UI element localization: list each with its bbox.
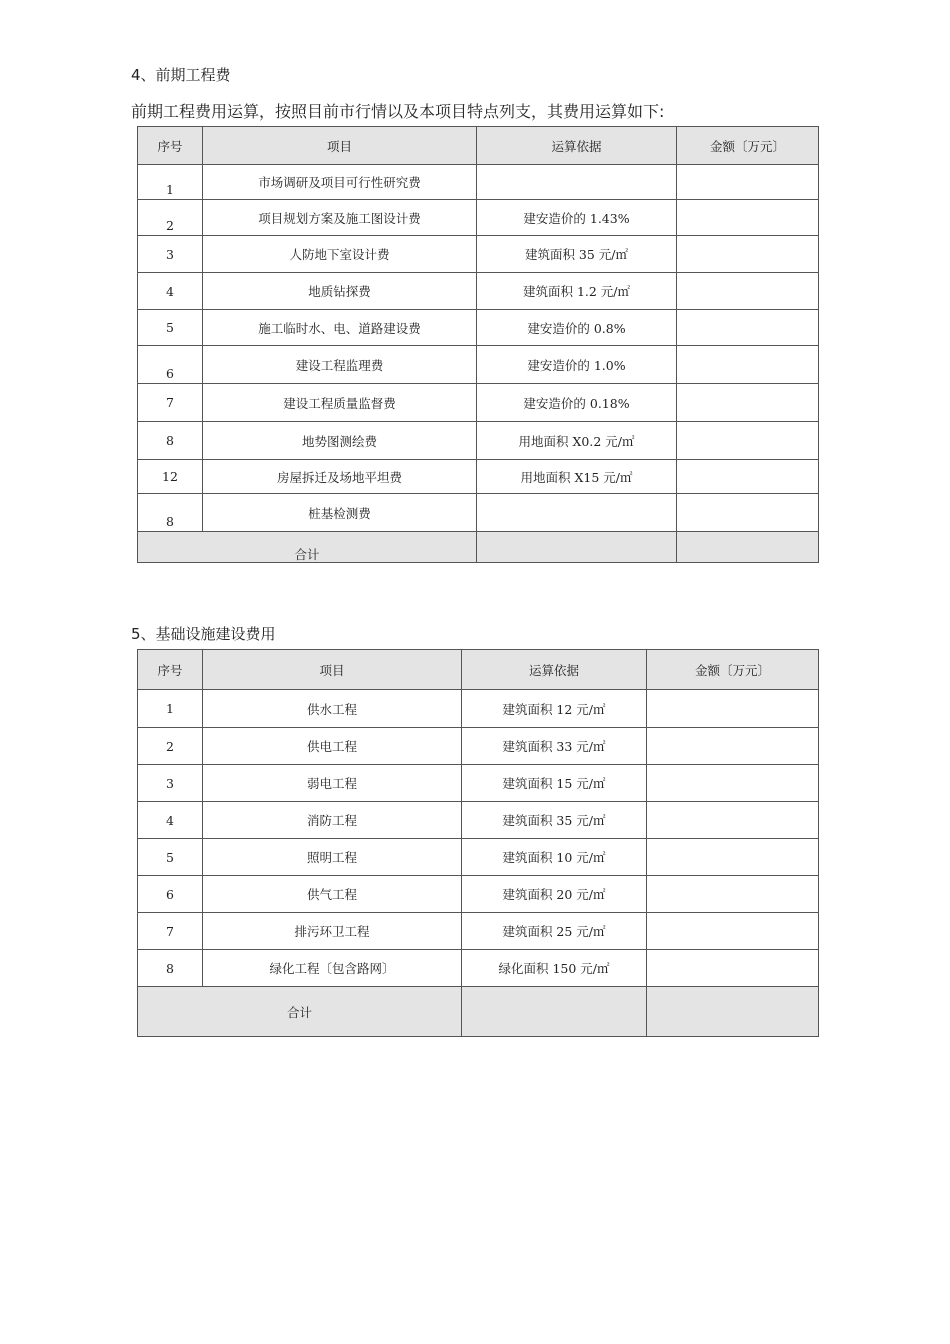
row-no: 7 — [138, 384, 203, 422]
row-no: 2 — [138, 728, 203, 765]
table-row — [138, 802, 819, 839]
section5-heading: 5、基础设施建设费用 — [131, 625, 276, 643]
table-row — [138, 728, 819, 765]
row-item: 供电工程 — [203, 728, 462, 765]
table-row — [138, 384, 819, 422]
row-amount — [647, 802, 819, 839]
row-amount — [677, 200, 819, 236]
table-row — [138, 839, 819, 876]
row-item: 人防地下室设计费 — [203, 236, 477, 273]
row-basis: 用地面积 X0.2 元/㎡ — [477, 422, 677, 460]
row-no: 1 — [138, 690, 203, 728]
total-row — [138, 987, 819, 1037]
row-basis: 建筑面积 35 元/㎡ — [462, 802, 647, 839]
total-basis — [462, 987, 647, 1037]
table-header-row — [138, 127, 819, 165]
row-item: 市场调研及项目可行性研究费 — [203, 165, 477, 200]
row-amount — [647, 690, 819, 728]
row-amount — [677, 346, 819, 384]
row-no: 3 — [138, 765, 203, 802]
row-item: 施工临时水、电、道路建设费 — [203, 310, 477, 346]
row-no: 4 — [138, 802, 203, 839]
col-header-amount: 金额〔万元〕 — [677, 127, 819, 165]
row-no: 8 — [138, 422, 203, 460]
row-item: 地质钻探费 — [203, 273, 477, 310]
row-amount — [677, 310, 819, 346]
infrastructure-cost-table — [137, 649, 819, 1037]
row-amount — [677, 422, 819, 460]
col-header-item: 项目 — [203, 650, 462, 690]
row-amount — [677, 273, 819, 310]
row-item: 房屋拆迁及场地平坦费 — [203, 460, 477, 494]
row-no: 12 — [138, 460, 203, 494]
row-item: 供水工程 — [203, 690, 462, 728]
col-header-no: 序号 — [138, 650, 203, 690]
row-basis: 绿化面积 150 元/㎡ — [462, 950, 647, 987]
row-amount — [647, 950, 819, 987]
row-item: 排污环卫工程 — [203, 913, 462, 950]
table-row — [138, 950, 819, 987]
row-no: 6 — [138, 346, 203, 384]
total-row — [138, 532, 819, 563]
table-row — [138, 236, 819, 273]
table-row — [138, 765, 819, 802]
row-no: 3 — [138, 236, 203, 273]
row-basis: 建筑面积 12 元/㎡ — [462, 690, 647, 728]
row-amount — [647, 839, 819, 876]
row-basis: 建筑面积 20 元/㎡ — [462, 876, 647, 913]
table-row — [138, 913, 819, 950]
row-item: 项目规划方案及施工图设计费 — [203, 200, 477, 236]
table-row — [138, 422, 819, 460]
col-header-item: 项目 — [203, 127, 477, 165]
col-header-no: 序号 — [138, 127, 203, 165]
row-item: 建设工程质量监督费 — [203, 384, 477, 422]
section4-intro: 前期工程费用运算，按照目前市行情以及本项目特点列支，其费用运算如下: — [131, 102, 665, 121]
col-header-amount: 金额〔万元〕 — [647, 650, 819, 690]
row-no: 5 — [138, 310, 203, 346]
row-no: 4 — [138, 273, 203, 310]
row-no: 5 — [138, 839, 203, 876]
row-basis — [477, 494, 677, 532]
table-row — [138, 310, 819, 346]
row-basis: 建筑面积 1.2 元/㎡ — [477, 273, 677, 310]
row-item: 建设工程监理费 — [203, 346, 477, 384]
total-label: 合计 — [138, 532, 477, 563]
table-header-row — [138, 650, 819, 690]
total-amount — [647, 987, 819, 1037]
preliminary-cost-table — [137, 126, 819, 563]
row-item: 地势图测绘费 — [203, 422, 477, 460]
col-header-basis: 运算依据 — [477, 127, 677, 165]
total-label: 合计 — [138, 987, 462, 1037]
row-amount — [647, 728, 819, 765]
row-item: 照明工程 — [203, 839, 462, 876]
row-basis: 建筑面积 10 元/㎡ — [462, 839, 647, 876]
table-row — [138, 200, 819, 236]
row-amount — [677, 165, 819, 200]
row-basis: 建安造价的 0.18% — [477, 384, 677, 422]
table-row — [138, 273, 819, 310]
table-row — [138, 494, 819, 532]
table-row — [138, 165, 819, 200]
row-basis: 建安造价的 1.43% — [477, 200, 677, 236]
table-row — [138, 346, 819, 384]
row-item: 供气工程 — [203, 876, 462, 913]
row-item: 绿化工程〔包含路网〕 — [203, 950, 462, 987]
row-item: 消防工程 — [203, 802, 462, 839]
row-amount — [647, 913, 819, 950]
row-no: 8 — [138, 494, 203, 532]
row-amount — [647, 765, 819, 802]
row-amount — [677, 494, 819, 532]
row-amount — [677, 460, 819, 494]
col-header-basis: 运算依据 — [462, 650, 647, 690]
table-row — [138, 876, 819, 913]
row-basis: 用地面积 X15 元/㎡ — [477, 460, 677, 494]
total-amount — [677, 532, 819, 563]
section4-heading: 4、前期工程费 — [131, 66, 231, 84]
row-amount — [647, 876, 819, 913]
row-basis — [477, 165, 677, 200]
row-basis: 建安造价的 0.8% — [477, 310, 677, 346]
table-row — [138, 460, 819, 494]
row-amount — [677, 236, 819, 273]
row-amount — [677, 384, 819, 422]
row-basis: 建筑面积 25 元/㎡ — [462, 913, 647, 950]
row-no: 6 — [138, 876, 203, 913]
row-no: 2 — [138, 200, 203, 236]
row-basis: 建筑面积 15 元/㎡ — [462, 765, 647, 802]
row-item: 桩基检测费 — [203, 494, 477, 532]
row-no: 8 — [138, 950, 203, 987]
total-basis — [477, 532, 677, 563]
row-item: 弱电工程 — [203, 765, 462, 802]
row-basis: 建筑面积 35 元/㎡ — [477, 236, 677, 273]
row-basis: 建安造价的 1.0% — [477, 346, 677, 384]
row-no: 1 — [138, 165, 203, 200]
row-no: 7 — [138, 913, 203, 950]
row-basis: 建筑面积 33 元/㎡ — [462, 728, 647, 765]
table-row — [138, 690, 819, 728]
